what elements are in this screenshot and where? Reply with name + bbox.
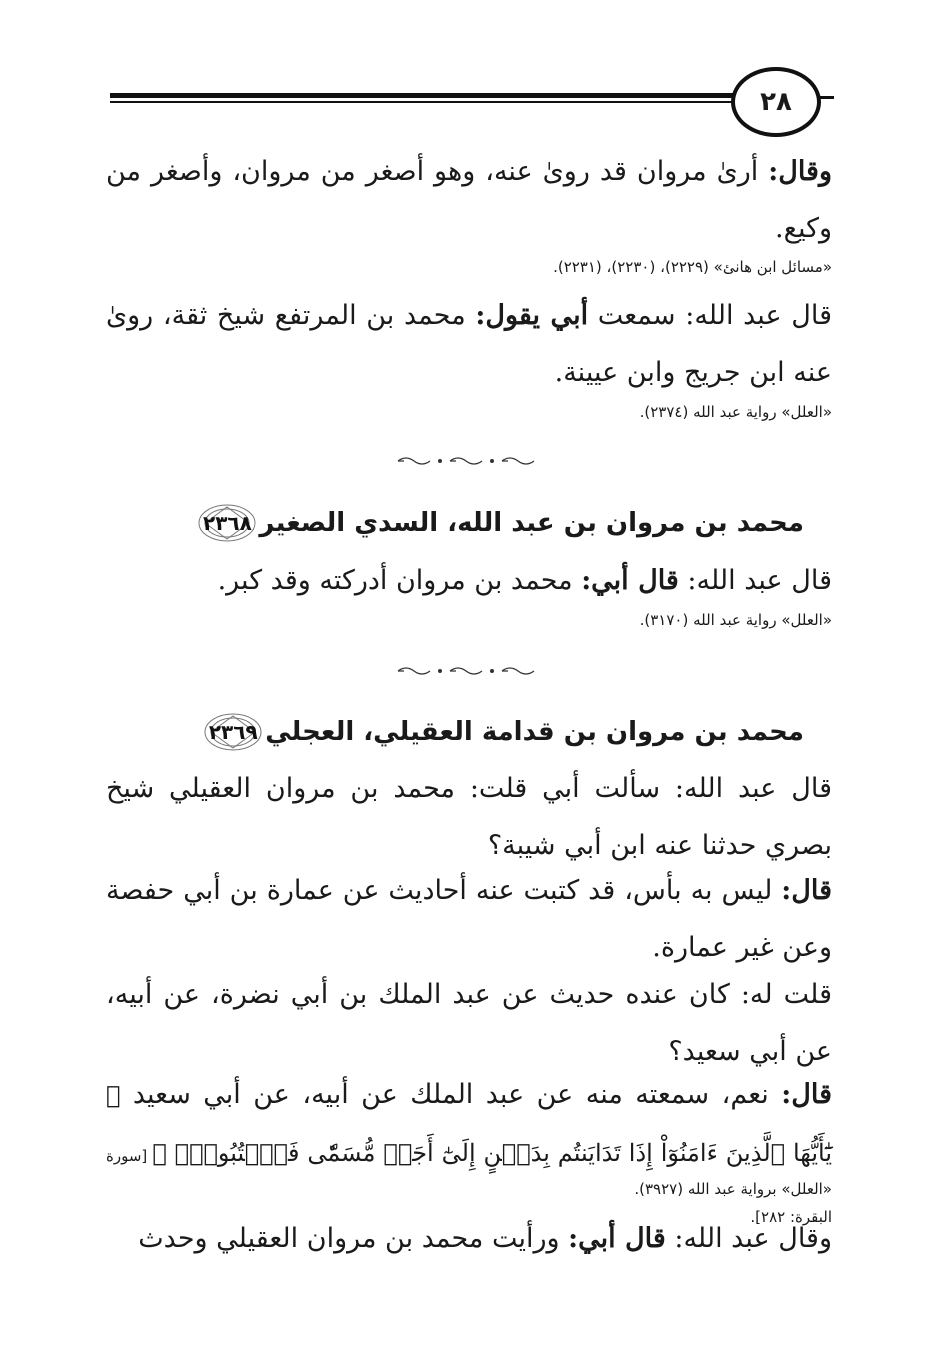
entry-title: محمد بن مروان بن قدامة العقيلي، العجلي: [265, 717, 804, 747]
paragraph-uqayli-question: قال عبد الله: سألت أبي قلت: محمد بن مروان العقيلي شيخ بصري حدثنا عنه ابن أبي شيبة؟: [106, 773, 832, 861]
paragraph-text: ليس به بأس، قد كتبت عنه أحاديث عن عمارة بن أبي حفصة وعن غير عمارة.: [106, 875, 832, 963]
entry-number-badge: ٢٣٦٩: [201, 710, 265, 754]
sura-reference: [سورة البقرة: ٢٨٢].: [106, 1147, 832, 1226]
reference-masail: «مسائل ابن هانئ» (٢٢٢٩)، (٢٢٣٠)، (٢٢٣١).: [553, 258, 832, 276]
speaker-label: قال:: [781, 1079, 832, 1110]
paragraph-uqayli-answer: [106, 862, 832, 976]
paragraph-text: محمد بن المرتفع شيخ ثقة، روىٰ عنه ابن جريج وابن عيينة.: [106, 300, 832, 388]
speaker-label: قال:: [781, 875, 832, 906]
entry-heading-2369: [201, 707, 842, 757]
page-number: ٢٨: [731, 67, 821, 137]
entry-number-badge: ٢٣٦٨: [195, 501, 259, 545]
paragraph-text: محمد بن مروان أدركته وقد كبر.: [217, 565, 582, 596]
reference-ilal-2374: «العلل» رواية عبد الله (٢٣٧٤).: [639, 403, 832, 421]
paragraph-marwan: [106, 143, 832, 257]
ornament-divider: [394, 455, 546, 467]
paragraph-text: أرىٰ مروان قد روىٰ عنه، وهو أصغر من مروان، وأصغر من وكيع.: [106, 156, 832, 244]
paragraph-text: قال عبد الله: سمعت: [588, 300, 832, 331]
entry-title: محمد بن مروان بن عبد الله، السدي الصغير: [259, 508, 804, 538]
paragraph-text: نعم، سمعته منه عن عبد الملك عن أبيه، عن أبي سعيد: [120, 1079, 782, 1110]
paragraph-text: ورأيت محمد بن مروان العقيلي وحدث: [138, 1223, 569, 1254]
speaker-label: أبي يقول:: [475, 300, 589, 331]
paragraph-text: قال عبد الله:: [678, 565, 832, 596]
header-rule-thin: [110, 101, 742, 103]
reference-ilal-3170: «العلل» رواية عبد الله (٣١٧٠).: [639, 611, 832, 629]
ornament-divider: [394, 665, 546, 677]
entry-heading-2368: [195, 498, 842, 548]
quran-verse: ﴿ يَٰٓأَيُّهَا ٱلَّذِينَ ءَامَنُوٓاْ إِذَا تَدَايَنتُم بِدَيۡنٍ إِلَىٰٓ أَجَلٖ مُّسَمّٗى فَٱكۡتُبُوهُۚ ﴾: [106, 1081, 833, 1167]
paragraph-final: [106, 1210, 832, 1267]
speaker-label: قال أبي:: [568, 1223, 666, 1254]
speaker-label: قال أبي:: [581, 565, 679, 596]
paragraph-murtafi: [106, 287, 832, 401]
paragraph-abu-nadra: قلت له: كان عنده حديث عن عبد الملك بن أبي نضرة، عن أبيه، عن أبي سعيد؟: [106, 979, 832, 1067]
paragraph-suddi: [106, 552, 832, 609]
header-rule-thick: [110, 93, 742, 98]
speaker-label: وقال:: [768, 156, 832, 187]
reference-ilal-3927: «العلل» برواية عبد الله (٣٩٢٧).: [634, 1180, 832, 1198]
paragraph-text: وقال عبد الله:: [665, 1223, 832, 1254]
